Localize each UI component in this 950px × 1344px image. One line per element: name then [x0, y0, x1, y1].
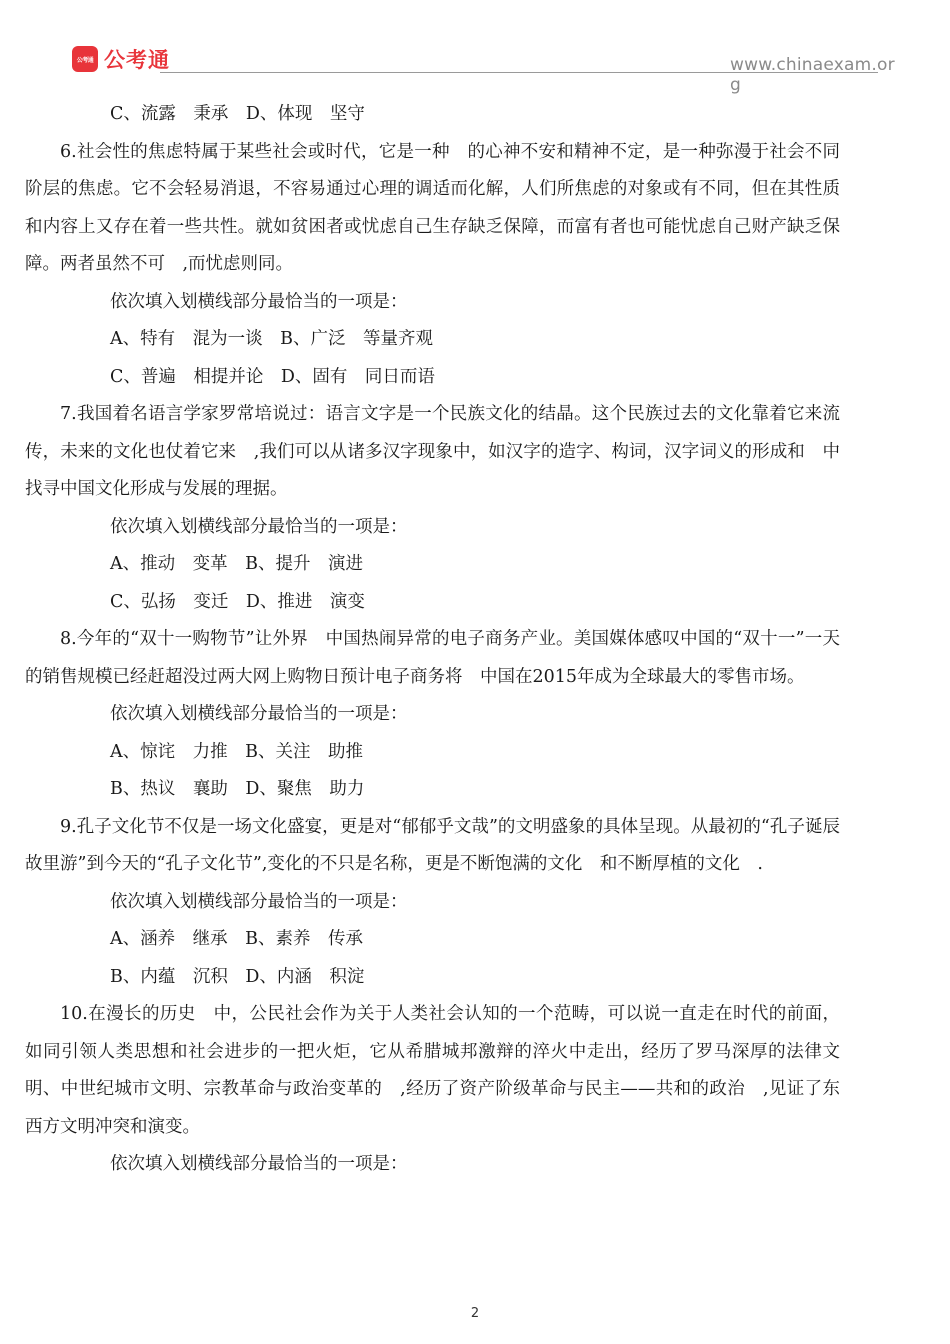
q9-question: 9.孔子文化节不仅是一场文化盛宴，更是对“郁郁乎文哉”的文明盛象的具体呈现。从最初的“孔子诞辰故里游”到今天的“孔子文化节”,变化的不只是名称，更是不断饱满的文化 和不断厚植的文化 . — [25, 816, 840, 874]
q6-question: 6.社会性的焦虑特属于某些社会或时代，它是一种 的心神不安和精神不定，是一种弥漫于社会不同阶层的焦虑。它不会轻易消退，不容易通过心理的调适而化解，人们所焦虑的对象或有不同，但在其性质和内容上又存在着一些共性。就如贫困者或忧虑自己生存缺乏保障，而富有者也可能忧虑自己财产缺乏保障。两者虽然不可 ,而忧虑则同。 — [25, 141, 840, 274]
q8-question: 8.今年的“双十一购物节”让外界 中国热闹异常的电子商务产业。美国媒体感叹中国的“双十一”一天的销售规模已经赶超没过两大网上购物日预计电子商务将 中国在2015年成为全球最大的零售市场。 — [25, 629, 840, 687]
page-header — [0, 0, 950, 100]
site-url[interactable]: www.chinaexam.org — [730, 55, 895, 95]
document-body — [25, 96, 840, 1184]
q5-options-cd: C、流露 秉承 D、体现 坚守 — [110, 104, 365, 124]
q7-question: 7.我国着名语言学家罗常培说过：语言文字是一个民族文化的结晶。这个民族过去的文化靠着它来流传，未来的文化也仗着它来 ,我们可以从诸多汉字现象中，如汉字的造字、构词，汉字词义的形成和 中找寻中国文化形成与发展的理据。 — [25, 404, 840, 499]
q6-prompt: 依次填入划横线部分最恰当的一项是： — [110, 291, 408, 312]
q9-options-ab: A、涵养 继承 B、素养 传承 — [110, 929, 363, 949]
logo-badge-icon: 公考通 — [72, 46, 98, 72]
logo-text: 公考通 — [104, 48, 170, 72]
q10-question: 10.在漫长的历史 中，公民社会作为关于人类社会认知的一个范畴，可以说一直走在时代的前面，如同引领人类思想和社会进步的一把火炬，它从希腊城邦激辩的淬火中走出，经历了罗马深厚的法律文明、中世纪城市文明、宗教革命与政治变革的 ,经历了资产阶级革命与民主——共和的政治 ,见证了东西方文明冲突和演变。 — [25, 1004, 840, 1137]
q7-options-ab: A、推动 变革 B、提升 演进 — [110, 554, 363, 574]
q6-options-ab: A、特有 混为一谈 B、广泛 等量齐观 — [110, 329, 433, 349]
q7-prompt: 依次填入划横线部分最恰当的一项是： — [110, 516, 408, 537]
q8-options-cd: B、热议 襄助 D、聚焦 助力 — [110, 779, 365, 799]
q9-prompt: 依次填入划横线部分最恰当的一项是： — [110, 891, 408, 912]
q7-options-cd: C、弘扬 变迁 D、推进 演变 — [110, 591, 365, 612]
page-number: 2 — [470, 1306, 480, 1321]
q9-options-cd: B、内蕴 沉积 D、内涵 积淀 — [110, 966, 365, 987]
q8-options-ab: A、惊诧 力推 B、关注 助推 — [110, 741, 363, 762]
logo[interactable] — [72, 44, 170, 74]
q8-prompt: 依次填入划横线部分最恰当的一项是： — [110, 704, 408, 724]
q10-prompt: 依次填入划横线部分最恰当的一项是： — [110, 1154, 408, 1174]
q6-options-cd: C、普遍 相提并论 D、固有 同日而语 — [110, 366, 435, 387]
